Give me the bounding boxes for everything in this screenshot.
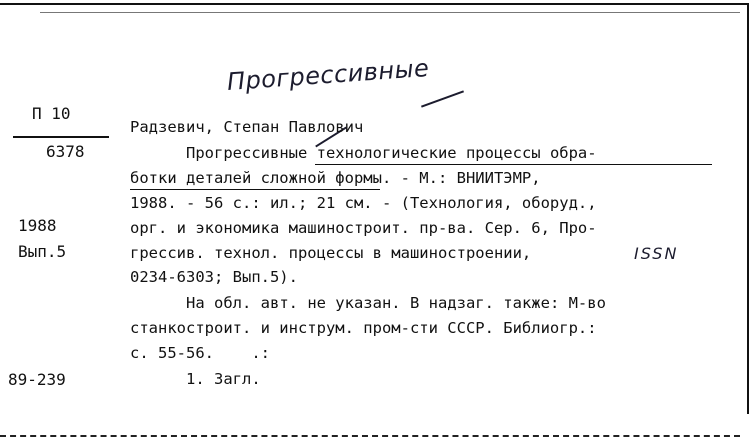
note-line-3: с. 55-56. .: xyxy=(130,344,270,362)
title-underline-1 xyxy=(315,164,712,165)
series-line-2: грессив. технол. процессы в машиностроении, xyxy=(130,244,532,262)
card-top-edge xyxy=(0,3,749,17)
series-line-3: 0234-6303; Вып.5). xyxy=(130,268,298,286)
issue-label: Вып.5 xyxy=(18,242,67,261)
title-underline-2 xyxy=(130,189,380,190)
card-bottom-edge xyxy=(0,435,740,437)
imprint-line: 1988. - 56 с.: ил.; 21 см. - (Технология, оборуд., xyxy=(130,194,597,212)
call-number-bottom: 6378 xyxy=(46,142,85,161)
card-right-edge xyxy=(747,14,749,414)
issn-handwritten: ISSN xyxy=(634,244,679,263)
call-number-divider xyxy=(13,136,109,138)
handwritten-subject-heading: Прогрессивные xyxy=(226,53,431,96)
note-line-1: На обл. авт. не указан. В надзаг. также: М-во xyxy=(186,294,606,312)
handwritten-stroke xyxy=(421,90,464,107)
year-label: 1988 xyxy=(18,216,57,235)
title-line-2: ботки деталей сложной формы. - М.: ВНИИТЭМР, xyxy=(130,169,541,187)
title-line-1: Прогрессивные технологические процессы обра- xyxy=(186,144,597,162)
series-line-1: орг. и экономика машиностроит. пр-ва. Сер. 6, Про- xyxy=(130,219,597,237)
card-top-inner-edge xyxy=(40,12,740,13)
call-number-top: П 10 xyxy=(32,104,71,123)
author-line: Радзевич, Степан Павлович xyxy=(130,118,364,136)
tracing-line: 1. Загл. xyxy=(186,370,261,388)
accession-number: 89-239 xyxy=(8,370,66,389)
note-line-2: станкостроит. и инструм. пром-сти СССР. Библиогр.: xyxy=(130,319,597,337)
